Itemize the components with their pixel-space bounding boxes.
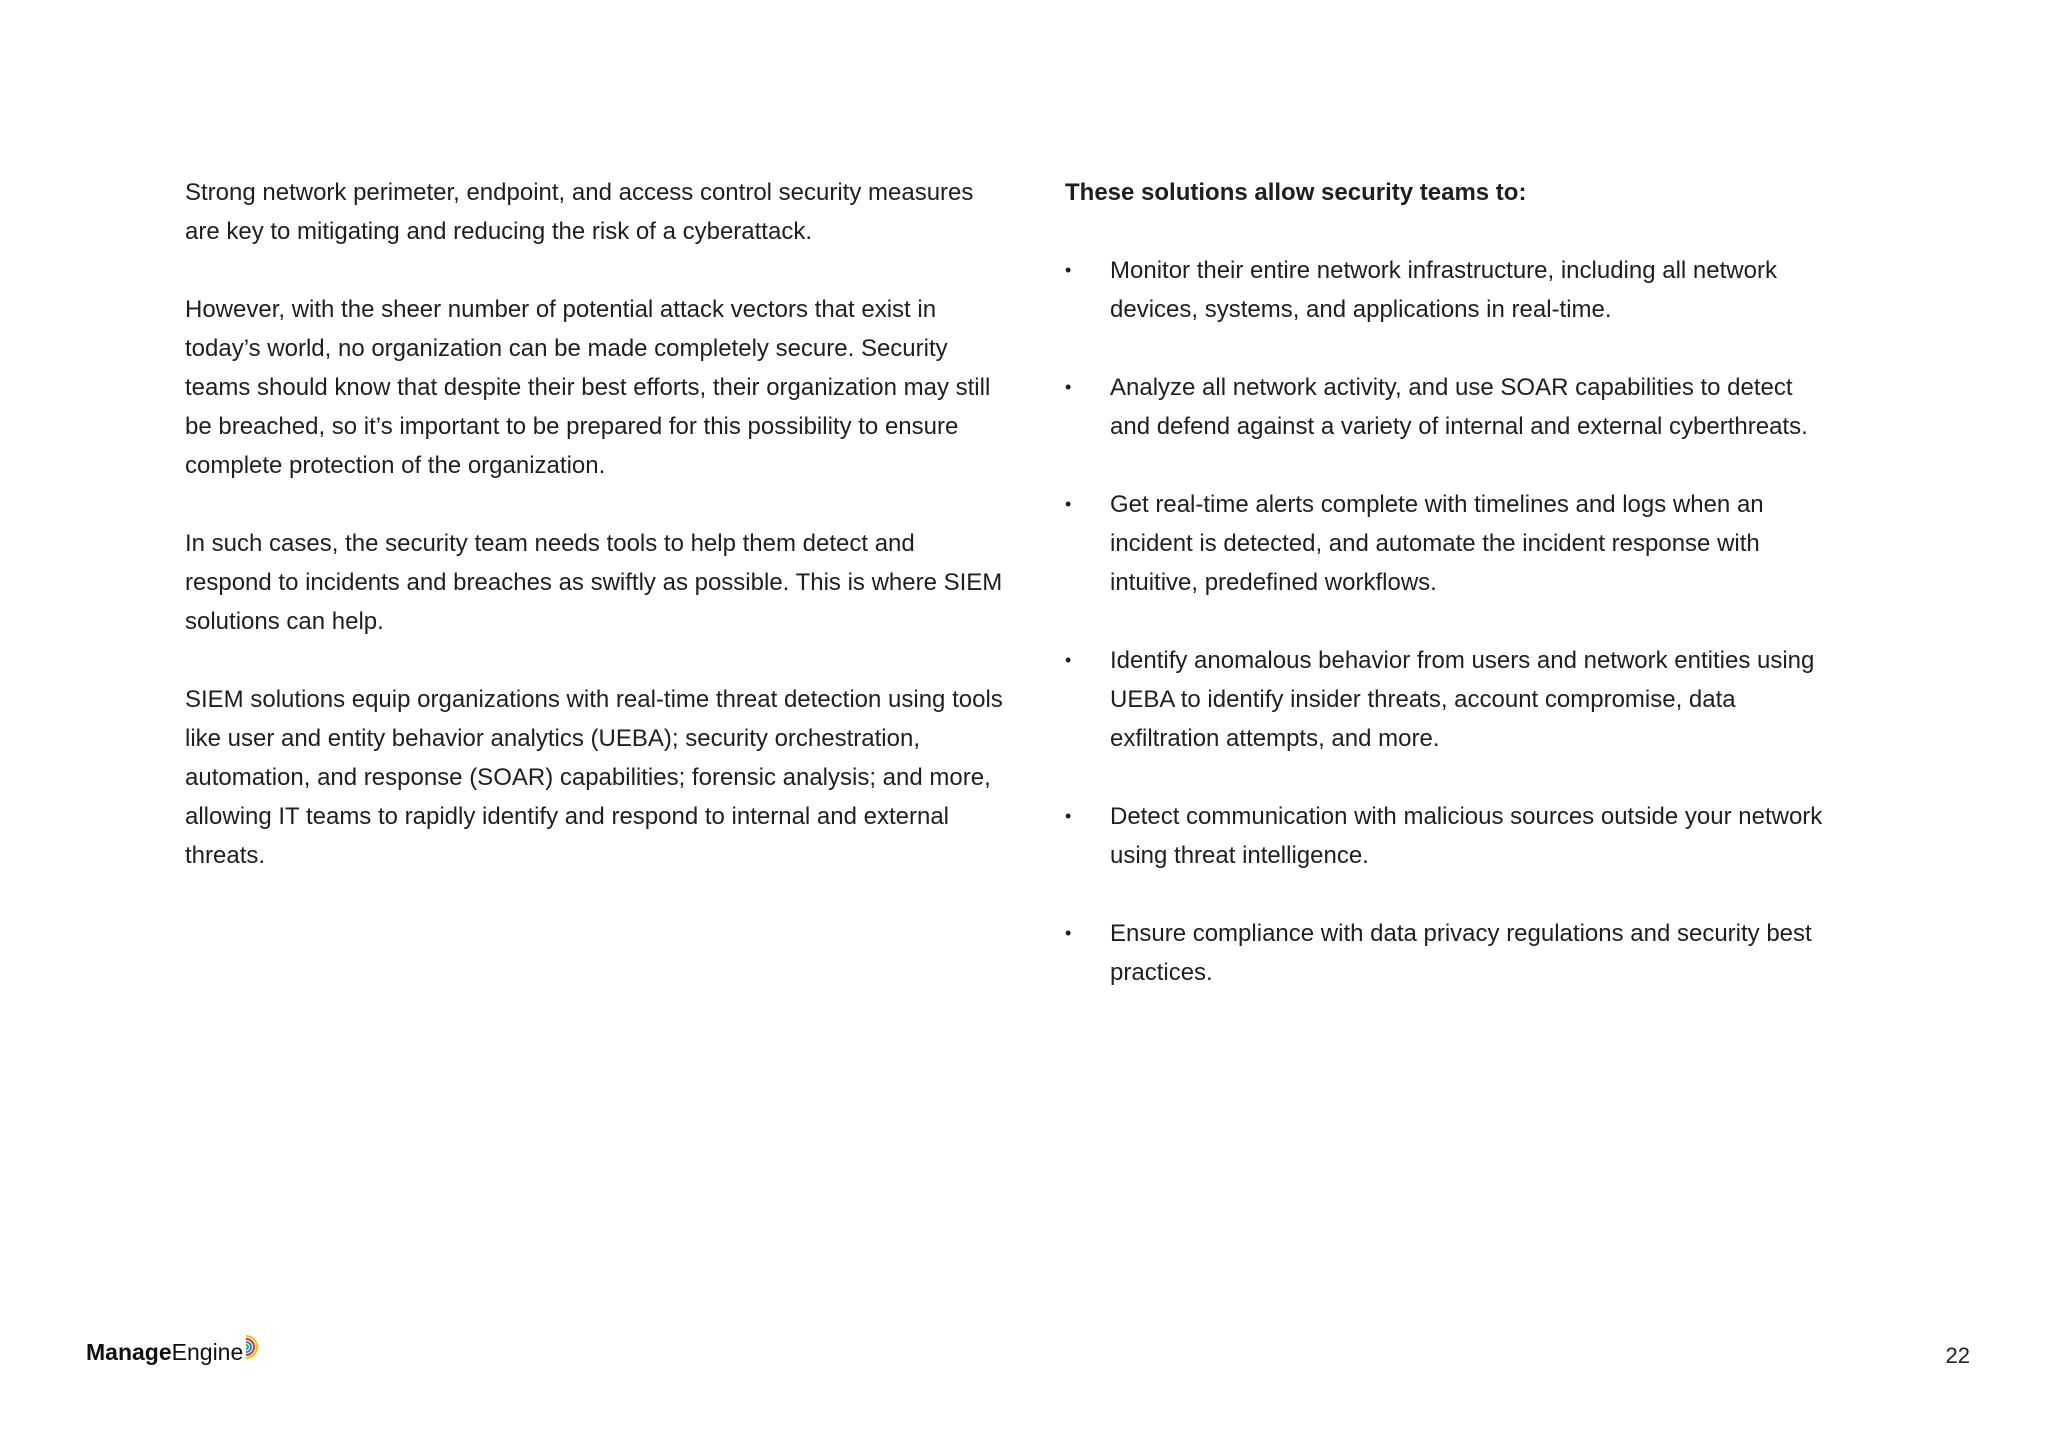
paragraph: Strong network perimeter, endpoint, and access control security measures are key to mitigating and reducing the risk of a cyberattack. <box>185 179 974 245</box>
bullet-icon: • <box>1065 923 1072 943</box>
paragraph: In such cases, the security team needs tools to help them detect and respond to incidents and breaches as swiftly as possible. This is where SIEM solutions can help. <box>185 530 1003 635</box>
list-item <box>1065 485 1825 602</box>
bullet-icon: • <box>1065 806 1072 826</box>
list-item <box>1065 641 1825 758</box>
bullet-icon: • <box>1065 494 1072 514</box>
list-item-text: Monitor their entire network infrastructure, including all network devices, systems, and applications in real-time. <box>1110 257 1777 323</box>
logo-arc-icon <box>244 1334 258 1360</box>
list-item <box>1065 797 1825 875</box>
list-item <box>1065 368 1825 446</box>
page-number: 22 <box>1945 1343 1970 1368</box>
bullet-icon: • <box>1065 260 1072 280</box>
right-column <box>1065 173 1825 1031</box>
logo-arc-green <box>246 1345 248 1349</box>
bullet-icon: • <box>1065 650 1072 670</box>
section-heading: These solutions allow security teams to: <box>1065 179 1527 206</box>
left-column <box>185 173 1005 914</box>
bullet-icon: • <box>1065 377 1072 397</box>
list-item-text: Detect communication with malicious sources outside your network using threat intelligence. <box>1110 803 1823 869</box>
manageengine-logo <box>86 1334 258 1366</box>
bullet-list <box>1065 251 1825 992</box>
list-item-text: Analyze all network activity, and use SOAR capabilities to detect and defend against a variety of internal and external cyberthreats. <box>1110 374 1808 440</box>
list-item-text: Get real-time alerts complete with timelines and logs when an incident is detected, and automate the incident response with intuitive, predefined workflows. <box>1110 491 1764 596</box>
paragraph: However, with the sheer number of potential attack vectors that exist in today’s world, no organization can be made completely secure. Security teams should know that despite their best efforts, their organization may still be breached, so it’s important to be prepared for this possibility to ensure complete protection of the organization. <box>185 296 991 479</box>
logo-text-engine: Engine <box>171 1339 244 1365</box>
list-item-text: Identify anomalous behavior from users and network entities using UEBA to identify insider threats, account compromise, data exfiltration attempts, and more. <box>1110 647 1815 752</box>
list-item <box>1065 914 1825 992</box>
logo-text-manage: Manage <box>86 1339 172 1365</box>
list-item-text: Ensure compliance with data privacy regulations and security best practices. <box>1110 920 1812 986</box>
paragraph: SIEM solutions equip organizations with real-time threat detection using tools like user and entity behavior analytics (UEBA); security orchestration, automation, and response (SOAR) capabilities; forensic analysis; and more, allowing IT teams to rapidly identify and respond to internal and external threats. <box>185 686 1003 869</box>
list-item <box>1065 251 1825 329</box>
